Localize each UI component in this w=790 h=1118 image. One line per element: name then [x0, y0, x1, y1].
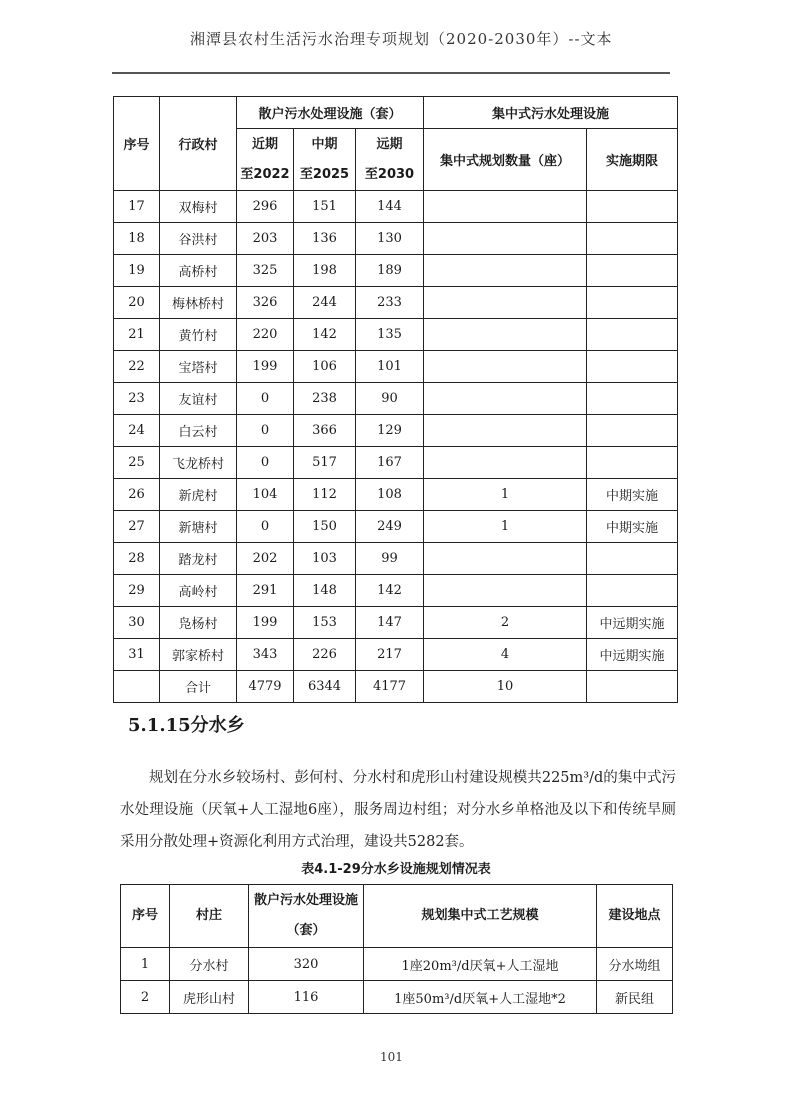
cell-mid: 6344 [294, 671, 356, 703]
header-dispersed [249, 885, 364, 948]
table-row [114, 575, 678, 607]
cell-mid: 142 [294, 319, 356, 351]
cell-long: 4177 [356, 671, 424, 703]
cell-mid: 153 [294, 607, 356, 639]
header-long-term [356, 129, 424, 191]
cell-count [424, 575, 587, 607]
cell-long: 142 [356, 575, 424, 607]
cell-village: 高桥村 [160, 255, 237, 287]
cell-count [424, 191, 587, 223]
cell-village: 白云村 [160, 415, 237, 447]
dispersed-unit: （套） [286, 923, 326, 938]
cell-village: 宝塔村 [160, 351, 237, 383]
cell-near: 0 [237, 383, 294, 415]
cell-period [587, 447, 678, 479]
cell-mid: 148 [294, 575, 356, 607]
cell-long: 90 [356, 383, 424, 415]
cell-count [424, 255, 587, 287]
section-paragraph: 规划在分水乡较场村、彭何村、分水村和虎形山村建设规模共225m³/d的集中式污水处理设施（厌氧+人工湿地6座），服务周边村组；对分水乡单格池及以下和传统旱厕采用分散处理+资源化利用方式治理，建设共5282套。 [120, 770, 676, 850]
cell-village: 合计 [160, 671, 237, 703]
cell-dispersed: 320 [249, 948, 364, 981]
cell-near: 199 [237, 351, 294, 383]
table-row [114, 351, 678, 383]
cell-village: 飞龙桥村 [160, 447, 237, 479]
table-row [114, 415, 678, 447]
cell-seq: 18 [114, 223, 160, 255]
cell-period [587, 191, 678, 223]
cell-village: 新虎村 [160, 479, 237, 511]
cell-seq: 17 [114, 191, 160, 223]
cell-dispersed: 116 [249, 981, 364, 1014]
cell-period [587, 383, 678, 415]
long-term-label: 远期 [376, 136, 403, 152]
cell-mid: 136 [294, 223, 356, 255]
cell-village: 凫杨村 [160, 607, 237, 639]
cell-village: 谷洪村 [160, 223, 237, 255]
cell-village: 踏龙村 [160, 543, 237, 575]
table-row [114, 543, 678, 575]
cell-count [424, 415, 587, 447]
cell-period: 中期实施 [587, 479, 678, 511]
cell-count [424, 447, 587, 479]
cell-mid: 517 [294, 447, 356, 479]
cell-village: 虎形山村 [170, 981, 249, 1014]
header-seq: 序号 [114, 97, 160, 191]
cell-count [424, 383, 587, 415]
cell-seq: 21 [114, 319, 160, 351]
cell-period: 中远期实施 [587, 639, 678, 671]
cell-seq: 31 [114, 639, 160, 671]
cell-count: 2 [424, 607, 587, 639]
cell-scale: 1座50m³/d厌氧+人工湿地*2 [364, 981, 597, 1014]
cell-long: 130 [356, 223, 424, 255]
cell-seq: 1 [121, 948, 170, 981]
cell-mid: 112 [294, 479, 356, 511]
document-header-title: 湘潭县农村生活污水治理专项规划（2020-2030年）--文本 [190, 30, 613, 48]
cell-mid: 150 [294, 511, 356, 543]
cell-period [587, 319, 678, 351]
table-caption: 表4.1-29分水乡设施规划情况表 [301, 862, 491, 877]
cell-long: 147 [356, 607, 424, 639]
fenshui-facilities-table [120, 884, 673, 1014]
cell-village: 新塘村 [160, 511, 237, 543]
header-implementation-period: 实施期限 [587, 129, 678, 191]
header-centralized-group: 集中式污水处理设施 [424, 97, 678, 129]
table-row [114, 255, 678, 287]
header-village: 村庄 [170, 885, 249, 948]
cell-near: 0 [237, 447, 294, 479]
cell-village: 梅林桥村 [160, 287, 237, 319]
cell-count [424, 287, 587, 319]
section-heading: 5.1.15分水乡 [128, 715, 245, 736]
table-row [114, 639, 678, 671]
cell-count: 10 [424, 671, 587, 703]
cell-count: 1 [424, 479, 587, 511]
cell-seq: 20 [114, 287, 160, 319]
cell-period: 中远期实施 [587, 607, 678, 639]
cell-near: 0 [237, 511, 294, 543]
cell-near: 220 [237, 319, 294, 351]
cell-long: 167 [356, 447, 424, 479]
cell-long: 108 [356, 479, 424, 511]
table-row [114, 383, 678, 415]
long-term-year: 至2030 [364, 166, 415, 182]
cell-long: 217 [356, 639, 424, 671]
near-term-year: 至2022 [240, 166, 290, 182]
table-row [114, 287, 678, 319]
cell-period [587, 415, 678, 447]
mid-term-label: 中期 [311, 136, 338, 152]
cell-count: 1 [424, 511, 587, 543]
cell-scale: 1座20m³/d厌氧+人工湿地 [364, 948, 597, 981]
village-facilities-table [113, 96, 678, 703]
cell-long: 135 [356, 319, 424, 351]
cell-near: 291 [237, 575, 294, 607]
mid-term-year: 至2025 [299, 166, 350, 182]
cell-seq: 30 [114, 607, 160, 639]
table-row [114, 191, 678, 223]
header-divider [112, 72, 670, 74]
cell-mid: 238 [294, 383, 356, 415]
table-row [121, 948, 673, 981]
cell-long: 189 [356, 255, 424, 287]
cell-near: 0 [237, 415, 294, 447]
cell-mid: 198 [294, 255, 356, 287]
near-term-label: 近期 [251, 136, 278, 152]
header-village: 行政村 [160, 97, 237, 191]
cell-mid: 103 [294, 543, 356, 575]
cell-count [424, 223, 587, 255]
header-scale: 规划集中式工艺规模 [364, 885, 597, 948]
cell-mid: 226 [294, 639, 356, 671]
cell-seq [114, 671, 160, 703]
cell-long: 99 [356, 543, 424, 575]
header-dispersed-group: 散户污水处理设施（套） [237, 97, 424, 129]
cell-period [587, 575, 678, 607]
cell-mid: 366 [294, 415, 356, 447]
total-row [114, 671, 678, 703]
cell-period: 中期实施 [587, 511, 678, 543]
cell-long: 144 [356, 191, 424, 223]
cell-near: 296 [237, 191, 294, 223]
cell-near: 203 [237, 223, 294, 255]
cell-village: 双梅村 [160, 191, 237, 223]
cell-location: 分水坳组 [597, 948, 673, 981]
cell-near: 326 [237, 287, 294, 319]
page-number: 101 [380, 1050, 403, 1064]
cell-seq: 24 [114, 415, 160, 447]
cell-long: 233 [356, 287, 424, 319]
cell-count [424, 543, 587, 575]
cell-mid: 106 [294, 351, 356, 383]
cell-village: 高岭村 [160, 575, 237, 607]
header-location: 建设地点 [597, 885, 673, 948]
cell-village: 友谊村 [160, 383, 237, 415]
cell-seq: 25 [114, 447, 160, 479]
cell-seq: 27 [114, 511, 160, 543]
cell-seq: 26 [114, 479, 160, 511]
cell-village: 黄竹村 [160, 319, 237, 351]
cell-seq: 2 [121, 981, 170, 1014]
cell-period [587, 223, 678, 255]
header-centralized-count: 集中式规划数量（座） [424, 129, 587, 191]
cell-seq: 28 [114, 543, 160, 575]
table-row [114, 447, 678, 479]
cell-mid: 244 [294, 287, 356, 319]
header-seq: 序号 [121, 885, 170, 948]
cell-village: 郭家桥村 [160, 639, 237, 671]
cell-period [587, 351, 678, 383]
cell-near: 325 [237, 255, 294, 287]
cell-seq: 19 [114, 255, 160, 287]
cell-seq: 22 [114, 351, 160, 383]
cell-near: 104 [237, 479, 294, 511]
dispersed-label: 散户污水处理设施 [253, 893, 358, 908]
cell-near: 343 [237, 639, 294, 671]
table-header-row [114, 97, 678, 129]
cell-period [587, 255, 678, 287]
cell-long: 101 [356, 351, 424, 383]
table-row [121, 981, 673, 1014]
header-mid-term [294, 129, 356, 191]
table-header-row [121, 885, 673, 948]
cell-period [587, 671, 678, 703]
cell-mid: 151 [294, 191, 356, 223]
table-row [114, 511, 678, 543]
cell-village: 分水村 [170, 948, 249, 981]
cell-period [587, 287, 678, 319]
cell-long: 129 [356, 415, 424, 447]
table-row [114, 607, 678, 639]
cell-period [587, 543, 678, 575]
table-row [114, 319, 678, 351]
cell-count: 4 [424, 639, 587, 671]
cell-count [424, 319, 587, 351]
cell-near: 4779 [237, 671, 294, 703]
cell-seq: 29 [114, 575, 160, 607]
cell-near: 199 [237, 607, 294, 639]
cell-long: 249 [356, 511, 424, 543]
cell-location: 新民组 [597, 981, 673, 1014]
cell-count [424, 351, 587, 383]
cell-near: 202 [237, 543, 294, 575]
table-row [114, 479, 678, 511]
header-near-term [237, 129, 294, 191]
table-row [114, 223, 678, 255]
cell-seq: 23 [114, 383, 160, 415]
